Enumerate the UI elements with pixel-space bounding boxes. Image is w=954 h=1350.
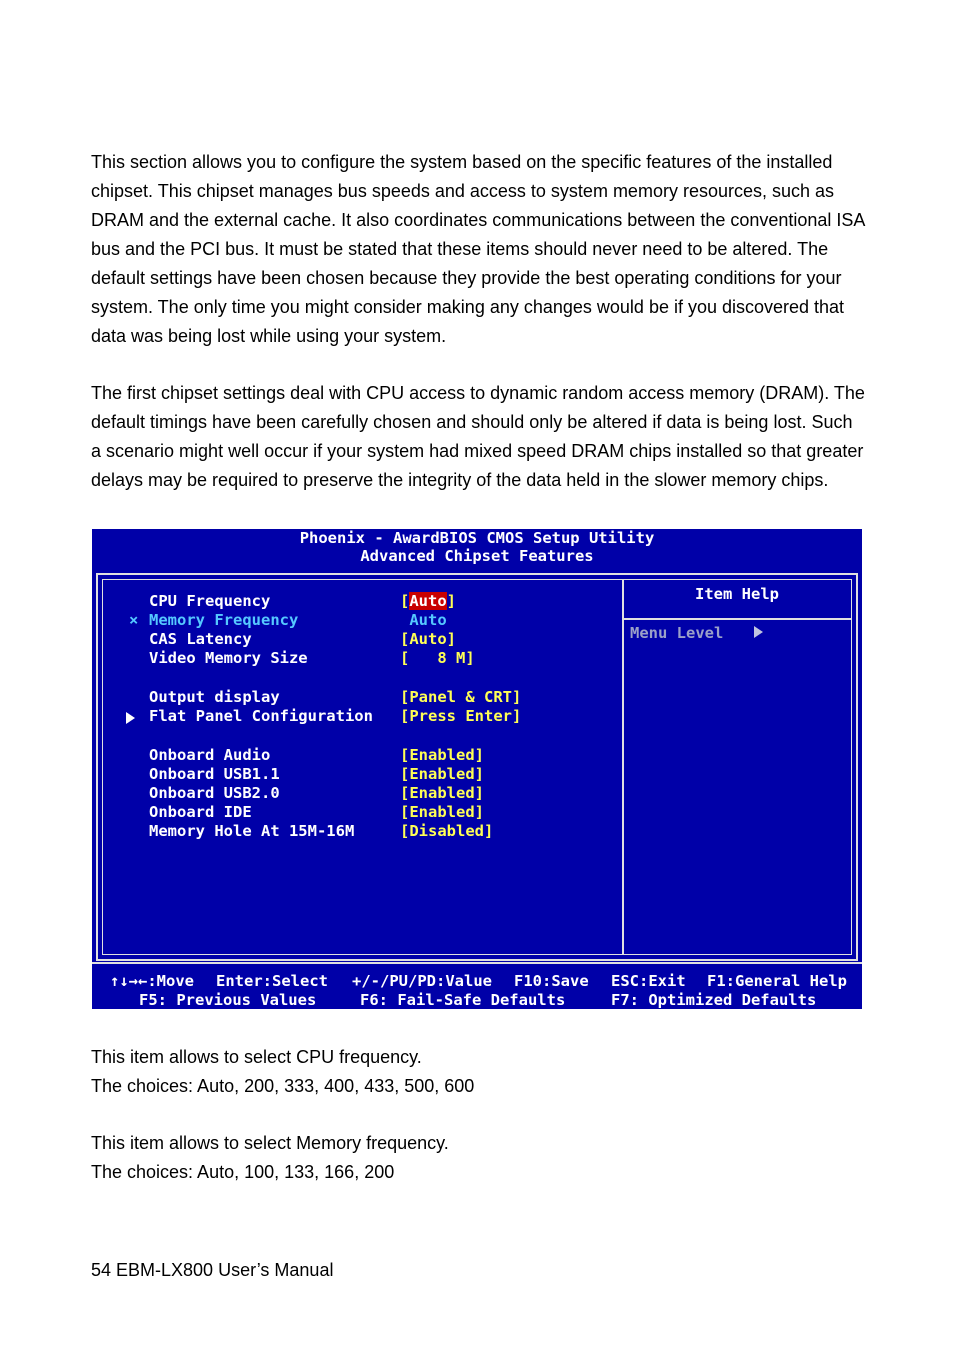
key-hints-row-2 [92,991,862,1009]
setting-onboard-usb11[interactable] [103,765,622,784]
help-divider [622,580,624,954]
hint-general-help: F1:General Help [707,972,847,990]
setting-onboard-ide[interactable] [103,803,622,822]
setting-onboard-usb20[interactable] [103,784,622,803]
setting-value[interactable]: [Enabled] [400,784,484,802]
bios-subtitle: Advanced Chipset Features [360,547,594,565]
bios-inner-frame [102,579,852,955]
hint-optimized-defaults: F7: Optimized Defaults [611,991,817,1009]
setting-value[interactable]: [Enabled] [400,803,484,821]
setting-value[interactable]: [Panel & CRT] [400,688,522,706]
setting-flat-panel-configuration[interactable] [103,707,622,726]
setting-onboard-audio[interactable] [103,746,622,765]
setting-value[interactable]: [Enabled] [400,746,484,764]
cpu-frequency-choices: The choices: Auto, 200, 333, 400, 433, 500, 600 [91,1076,475,1096]
bios-screen [92,529,862,1009]
hint-previous-values: F5: Previous Values [139,991,317,1009]
submenu-arrow-icon [126,710,135,728]
setting-label: Onboard USB1.1 [149,765,280,783]
setting-output-display[interactable] [103,688,622,707]
setting-label: Memory Hole At 15M-16M [149,822,355,840]
page-footer: 54 EBM-LX800 User’s Manual [91,1260,334,1280]
bios-frame [96,573,858,961]
hint-save: F10:Save [514,972,589,990]
cpu-frequency-description: This item allows to select CPU frequency. [91,1047,422,1067]
item-help-title: Item Help [695,585,779,603]
setting-label: Video Memory Size [149,649,308,667]
setting-cpu-frequency[interactable] [103,592,622,611]
help-separator [624,618,851,620]
setting-value[interactable]: [Auto] [400,630,456,648]
setting-value[interactable]: [Press Enter] [400,707,522,725]
menu-level-label: Menu Level [630,624,724,642]
setting-video-memory-size[interactable] [103,649,622,668]
hint-exit: ESC:Exit [611,972,686,990]
setting-memory-frequency [103,611,622,630]
hint-fail-safe-defaults: F6: Fail-Safe Defaults [360,991,566,1009]
setting-label: CPU Frequency [149,592,271,610]
setting-label: Onboard USB2.0 [149,784,280,802]
setting-value[interactable]: [Enabled] [400,765,484,783]
hint-move: ↑↓→←:Move [110,972,194,990]
intro-paragraph-1: This section allows you to configure the system based on the specific features of the installed chipset. This chipset manages bus speeds and access to system memory resources, such as DRAM and the external cache. It also coordinates communications between the conventional ISA bus and the PCI bus. It must be stated that these items should never need to be altered. The default settings have been chosen because they provide the best operating conditions for your system. The only time you might consider making any changes would be if you discovered that data was being lost while using your system. [91,152,865,346]
memory-frequency-description: This item allows to select Memory frequency. [91,1133,449,1153]
setting-label: Flat Panel Configuration [149,707,373,725]
footer-separator [92,962,862,964]
menu-level-arrow-icon [754,626,763,638]
setting-label: Onboard Audio [149,746,271,764]
selected-value-highlight: Auto [409,592,447,610]
setting-memory-hole[interactable] [103,822,622,841]
memory-frequency-choices: The choices: Auto, 100, 133, 166, 200 [91,1162,395,1182]
bios-title: Phoenix - AwardBIOS CMOS Setup Utility [299,529,655,547]
setting-cas-latency[interactable] [103,630,622,649]
setting-value[interactable]: [ 8 M] [400,649,475,667]
setting-label: Memory Frequency [149,611,299,629]
hint-value: +/-/PU/PD:Value [352,972,492,990]
hint-select: Enter:Select [216,972,328,990]
locked-x-icon: × [129,611,139,629]
setting-label: Output display [149,688,280,706]
setting-value[interactable]: [Auto] [400,592,457,610]
setting-value: Auto [400,611,447,629]
setting-value[interactable]: [Disabled] [400,822,494,840]
intro-paragraph-2: The first chipset settings deal with CPU access to dynamic random access memory (DRAM). The default timings have been carefully chosen and should only be altered if data is being lost. Such a scenario might well occur if your system had mixed speed DRAM chips installed so that greater delays may be required to preserve the integrity of the data held in the slower memory chips. [91,383,865,490]
setting-label: CAS Latency [149,630,252,648]
setting-label: Onboard IDE [149,803,252,821]
